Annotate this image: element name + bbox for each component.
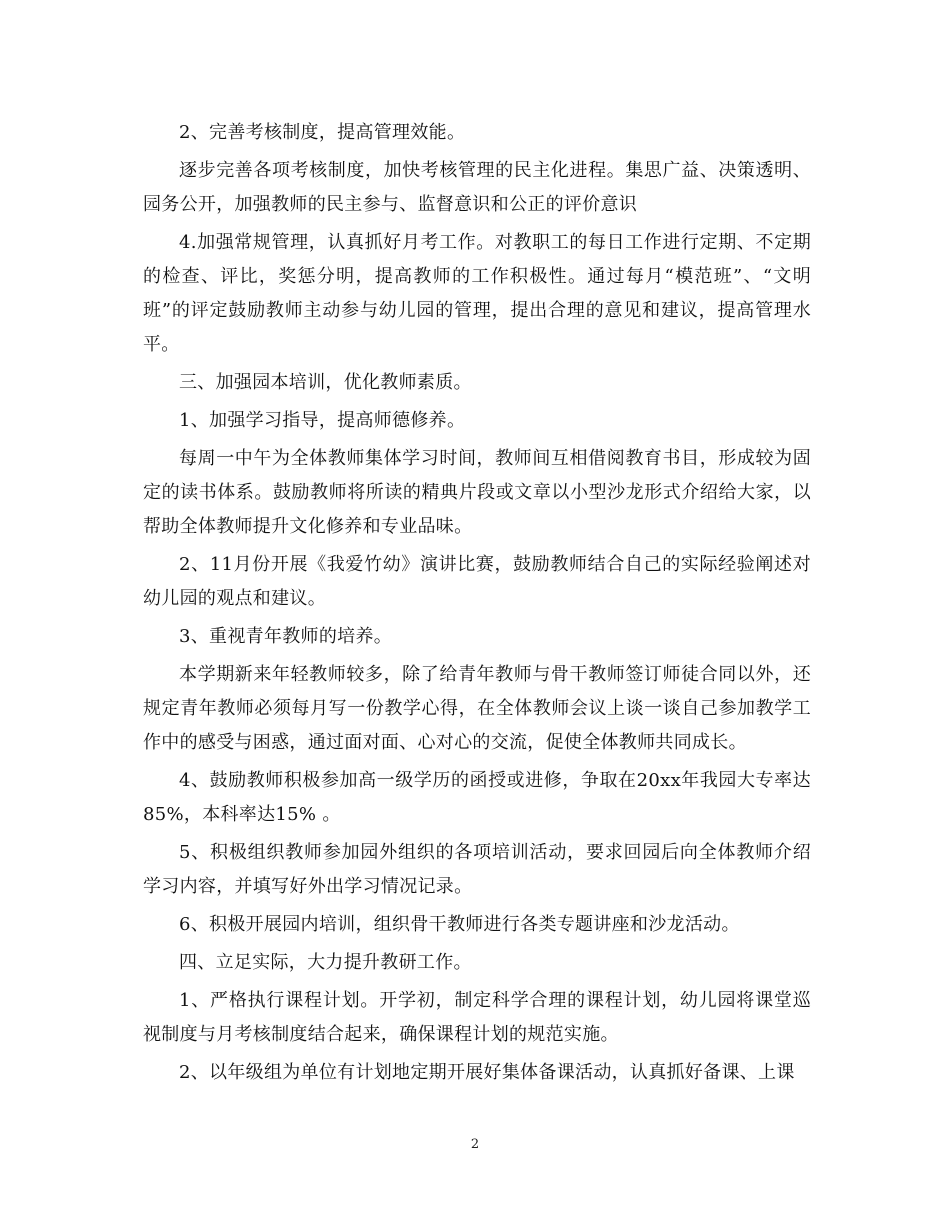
paragraph: 1、加强学习指导，提高师德修养。	[179, 410, 466, 431]
paragraph: 四、立足实际，大力提升教研工作。	[179, 952, 472, 973]
paragraph: 6、积极开展园内培训，组织骨干教师进行各类专题讲座和沙龙活动。	[179, 914, 740, 935]
paragraph: 2、以年级组为单位有计划地定期开展好集体备课活动，认真抓好备课、上课	[179, 1062, 795, 1083]
document-body	[143, 116, 811, 1090]
paragraph: 4、鼓励教师积极参加高一级学历的函授或进修，争取在20xx年我园大专率达85%，本科率达15% 。	[143, 770, 811, 825]
paragraph: 5、积极组织教师参加园外组织的各项培训活动，要求回园后向全体教师介绍学习内容，并填写好外出学习情况记录。	[143, 842, 811, 897]
paragraph: 逐步完善各项考核制度，加快考核管理的民主化进程。集思广益、决策透明、园务公开，加强教师的民主参与、监督意识和公正的评价意识	[143, 160, 811, 215]
paragraph: 1、严格执行课程计划。开学初，制定科学合理的课程计划，幼儿园将课堂巡视制度与月考核制度结合起来，确保课程计划的规范实施。	[143, 990, 811, 1045]
paragraph: 本学期新来年轻教师较多，除了给青年教师与骨干教师签订师徒合同以外，还规定青年教师必须每月写一份教学心得，在全体教师会议上谈一谈自己参加教学工作中的感受与困惑，通过面对面、心对心的交流，促使全体教师共同成长。	[143, 664, 811, 753]
page-number: 2	[470, 1137, 480, 1152]
paragraph: 4.加强常规管理，认真抓好月考工作。对教职工的每日工作进行定期、不定期的检查、评比，奖惩分明，提高教师的工作积极性。通过每月“模范班”、“文明班”的评定鼓励教师主动参与幼儿园的管理，提出合理的意见和建议，提高管理水平。	[143, 232, 811, 355]
paragraph: 3、重视青年教师的培养。	[179, 626, 393, 647]
paragraph: 每周一中午为全体教师集体学习时间，教师间互相借阅教育书目，形成较为固定的读书体系。鼓励教师将所读的精典片段或文章以小型沙龙形式介绍给大家，以帮助全体教师提升文化修养和专业品味。	[143, 448, 811, 537]
paragraph: 三、加强园本培训，优化教师素质。	[179, 372, 472, 393]
paragraph: 2、11月份开展《我爱竹幼》演讲比赛，鼓励教师结合自己的实际经验阐述对幼儿园的观点和建议。	[143, 554, 811, 609]
paragraph: 2、完善考核制度，提高管理效能。	[179, 122, 466, 143]
